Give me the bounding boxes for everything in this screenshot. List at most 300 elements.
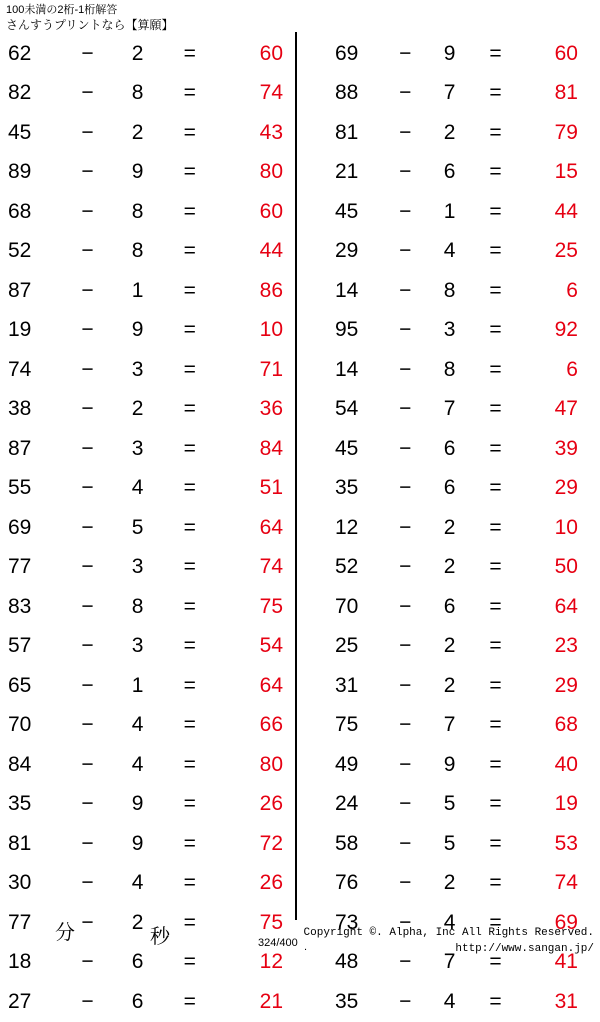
minus-operator-icon: − (399, 81, 412, 105)
answer-value: 84 (259, 436, 283, 460)
operand-b: 6 (443, 160, 456, 184)
equals-sign: = (183, 239, 196, 263)
minus-operator-icon: − (81, 199, 94, 223)
operand-b: 6 (443, 476, 456, 500)
answer-value: 25 (554, 239, 578, 263)
operand-b: 8 (443, 357, 456, 381)
answer-value: 71 (259, 357, 283, 381)
answer-value: 44 (554, 199, 578, 223)
operand-b: 4 (131, 713, 144, 737)
problem-row (305, 706, 600, 746)
page-header (6, 4, 174, 33)
answer-value: 23 (554, 634, 578, 658)
minus-operator-icon: − (399, 594, 412, 618)
operand-b: 9 (443, 752, 456, 776)
problem-row (0, 587, 295, 627)
equals-sign: = (489, 357, 502, 381)
operand-b: 4 (443, 239, 456, 263)
problem-row (0, 745, 295, 785)
minus-operator-icon: − (399, 199, 412, 223)
site-url[interactable]: http://www.sangan.jp/ (455, 943, 594, 955)
operand-a: 21 (335, 160, 359, 184)
problem-columns (0, 34, 600, 1022)
equals-sign: = (183, 397, 196, 421)
problem-row (0, 824, 295, 864)
answer-value: 15 (554, 160, 578, 184)
answer-value: 44 (259, 239, 283, 263)
operand-b: 8 (443, 278, 456, 302)
operand-a: 27 (8, 989, 32, 1013)
answer-value: 26 (259, 792, 283, 816)
answer-value: 64 (259, 515, 283, 539)
operand-a: 14 (335, 278, 359, 302)
equals-sign: = (183, 713, 196, 737)
operand-b: 9 (131, 792, 144, 816)
problem-row (305, 864, 600, 904)
equals-sign: = (489, 318, 502, 342)
operand-b: 1 (131, 673, 144, 697)
answer-value: 29 (554, 673, 578, 697)
operand-a: 83 (8, 594, 32, 618)
operand-a: 18 (8, 950, 32, 974)
problem-row (305, 34, 600, 74)
copyright-text: Copyright ©. Alpha, Inc All Rights Reserved. (303, 927, 594, 939)
equals-sign: = (183, 199, 196, 223)
operand-b: 7 (443, 397, 456, 421)
minus-operator-icon: − (399, 752, 412, 776)
operand-b: 5 (131, 515, 144, 539)
equals-sign: = (489, 515, 502, 539)
equals-sign: = (183, 871, 196, 895)
operand-a: 75 (335, 713, 359, 737)
problem-column-left (0, 34, 295, 1022)
minus-operator-icon: − (399, 278, 412, 302)
problem-row (305, 232, 600, 272)
equals-sign: = (489, 752, 502, 776)
operand-b: 7 (443, 81, 456, 105)
minus-operator-icon: − (81, 989, 94, 1013)
minus-operator-icon: − (81, 318, 94, 342)
answer-value: 6 (566, 357, 578, 381)
answer-value: 74 (554, 871, 578, 895)
problem-row (305, 390, 600, 430)
equals-sign: = (489, 199, 502, 223)
answer-value: 68 (554, 713, 578, 737)
operand-a: 58 (335, 831, 359, 855)
equals-sign: = (183, 515, 196, 539)
operand-a: 69 (335, 41, 359, 65)
operand-a: 87 (8, 278, 32, 302)
minus-operator-icon: − (81, 555, 94, 579)
problem-row (0, 469, 295, 509)
answer-value: 26 (259, 871, 283, 895)
problem-row (0, 271, 295, 311)
operand-a: 65 (8, 673, 32, 697)
equals-sign: = (183, 634, 196, 658)
equals-sign: = (489, 81, 502, 105)
operand-a: 95 (335, 318, 359, 342)
header-title-line1: 100未満の2桁-1桁解答 (6, 4, 118, 16)
answer-value: 50 (554, 555, 578, 579)
answer-value: 12 (259, 950, 283, 974)
answer-value: 60 (259, 41, 283, 65)
operand-b: 6 (443, 594, 456, 618)
operand-b: 7 (443, 950, 456, 974)
answer-value: 51 (259, 476, 283, 500)
operand-a: 38 (8, 397, 32, 421)
answer-value: 19 (554, 792, 578, 816)
operand-b: 5 (443, 792, 456, 816)
minus-operator-icon: − (399, 634, 412, 658)
problem-column-right (295, 34, 600, 1022)
operand-a: 73 (335, 910, 359, 934)
operand-b: 5 (443, 831, 456, 855)
operand-b: 2 (443, 515, 456, 539)
operand-b: 8 (131, 199, 144, 223)
problem-row (0, 192, 295, 232)
minus-operator-icon: − (399, 239, 412, 263)
minus-operator-icon: − (81, 357, 94, 381)
operand-b: 3 (131, 634, 144, 658)
problem-row (0, 903, 295, 943)
problem-row (305, 311, 600, 351)
equals-sign: = (183, 594, 196, 618)
answer-value: 72 (259, 831, 283, 855)
operand-b: 3 (131, 555, 144, 579)
answer-value: 74 (259, 555, 283, 579)
operand-b: 4 (131, 871, 144, 895)
operand-a: 89 (8, 160, 32, 184)
minus-operator-icon: − (399, 436, 412, 460)
seconds-label: 秒 (150, 926, 170, 948)
operand-a: 30 (8, 871, 32, 895)
answer-value: 40 (554, 752, 578, 776)
equals-sign: = (489, 278, 502, 302)
problem-row (305, 666, 600, 706)
problem-row (0, 350, 295, 390)
answer-value: 92 (554, 318, 578, 342)
operand-a: 29 (335, 239, 359, 263)
answer-value: 6 (566, 278, 578, 302)
operand-a: 82 (8, 81, 32, 105)
problem-row (0, 508, 295, 548)
minus-operator-icon: − (81, 476, 94, 500)
equals-sign: = (183, 160, 196, 184)
problem-row (0, 666, 295, 706)
problem-row (305, 113, 600, 153)
operand-b: 9 (443, 41, 456, 65)
problem-row (0, 113, 295, 153)
minus-operator-icon: − (81, 397, 94, 421)
problem-row (305, 271, 600, 311)
operand-a: 77 (8, 555, 32, 579)
equals-sign: = (489, 160, 502, 184)
operand-a: 70 (8, 713, 32, 737)
operand-a: 84 (8, 752, 32, 776)
minus-operator-icon: − (81, 278, 94, 302)
equals-sign: = (489, 910, 502, 934)
minutes-label: 分 (55, 922, 75, 944)
operand-b: 2 (131, 41, 144, 65)
equals-sign: = (183, 555, 196, 579)
operand-a: 12 (335, 515, 359, 539)
equals-sign: = (489, 594, 502, 618)
answer-value: 31 (554, 989, 578, 1013)
minus-operator-icon: − (81, 41, 94, 65)
minus-operator-icon: − (399, 120, 412, 144)
header-title-line2: さんすうプリントなら【算願】 (6, 17, 174, 32)
answer-value: 60 (259, 199, 283, 223)
equals-sign: = (183, 792, 196, 816)
answer-value: 69 (554, 910, 578, 934)
answer-value: 10 (259, 318, 283, 342)
equals-sign: = (489, 989, 502, 1013)
operand-a: 76 (335, 871, 359, 895)
operand-a: 35 (335, 476, 359, 500)
minus-operator-icon: − (399, 792, 412, 816)
equals-sign: = (183, 357, 196, 381)
problem-row (305, 74, 600, 114)
problem-row (305, 192, 600, 232)
operand-a: 88 (335, 81, 359, 105)
problem-row (305, 745, 600, 785)
equals-sign: = (183, 910, 196, 934)
operand-b: 2 (443, 673, 456, 697)
minus-operator-icon: − (399, 713, 412, 737)
answer-value: 60 (554, 41, 578, 65)
answer-value: 64 (259, 673, 283, 697)
equals-sign: = (489, 713, 502, 737)
minus-operator-icon: − (81, 752, 94, 776)
equals-sign: = (183, 752, 196, 776)
problem-row (305, 429, 600, 469)
problem-row (0, 864, 295, 904)
operand-a: 77 (8, 910, 32, 934)
operand-b: 2 (443, 634, 456, 658)
equals-sign: = (183, 318, 196, 342)
operand-a: 69 (8, 515, 32, 539)
operand-a: 35 (335, 989, 359, 1013)
minus-operator-icon: − (81, 160, 94, 184)
equals-sign: = (489, 792, 502, 816)
operand-b: 8 (131, 594, 144, 618)
answer-value: 41 (554, 950, 578, 974)
problem-row (0, 627, 295, 667)
minus-operator-icon: − (399, 357, 412, 381)
minus-operator-icon: − (399, 515, 412, 539)
minus-operator-icon: − (81, 120, 94, 144)
operand-a: 31 (335, 673, 359, 697)
answer-value: 36 (259, 397, 283, 421)
operand-a: 48 (335, 950, 359, 974)
problem-row (305, 627, 600, 667)
minus-operator-icon: − (81, 950, 94, 974)
problem-row (0, 706, 295, 746)
answer-value: 86 (259, 278, 283, 302)
equals-sign: = (489, 673, 502, 697)
answer-value: 64 (554, 594, 578, 618)
equals-sign: = (183, 120, 196, 144)
equals-sign: = (183, 41, 196, 65)
equals-sign: = (183, 278, 196, 302)
answer-value: 39 (554, 436, 578, 460)
equals-sign: = (489, 476, 502, 500)
operand-b: 9 (131, 831, 144, 855)
operand-a: 62 (8, 41, 32, 65)
minus-operator-icon: − (399, 397, 412, 421)
equals-sign: = (183, 989, 196, 1013)
answer-value: 10 (554, 515, 578, 539)
equals-sign: = (183, 476, 196, 500)
minus-operator-icon: − (81, 792, 94, 816)
operand-a: 54 (335, 397, 359, 421)
problem-row (0, 982, 295, 1022)
operand-b: 2 (443, 871, 456, 895)
operand-b: 9 (131, 318, 144, 342)
operand-a: 55 (8, 476, 32, 500)
answer-value: 79 (554, 120, 578, 144)
minus-operator-icon: − (81, 713, 94, 737)
operand-a: 81 (335, 120, 359, 144)
operand-b: 8 (131, 81, 144, 105)
minus-operator-icon: − (81, 594, 94, 618)
operand-b: 2 (443, 555, 456, 579)
equals-sign: = (489, 239, 502, 263)
answer-value: 21 (259, 989, 283, 1013)
minus-operator-icon: − (399, 41, 412, 65)
minus-operator-icon: − (81, 634, 94, 658)
minus-operator-icon: − (399, 555, 412, 579)
minus-operator-icon: − (399, 910, 412, 934)
operand-a: 25 (335, 634, 359, 658)
operand-b: 8 (131, 239, 144, 263)
problem-row (0, 311, 295, 351)
answer-value: 29 (554, 476, 578, 500)
equals-sign: = (183, 673, 196, 697)
equals-sign: = (489, 397, 502, 421)
operand-a: 35 (8, 792, 32, 816)
operand-b: 1 (443, 199, 456, 223)
operand-a: 52 (8, 239, 32, 263)
minus-operator-icon: − (399, 673, 412, 697)
problem-row (0, 153, 295, 193)
page-number-dot: . (304, 941, 308, 953)
minus-operator-icon: − (81, 831, 94, 855)
answer-value: 47 (554, 397, 578, 421)
operand-a: 49 (335, 752, 359, 776)
equals-sign: = (183, 436, 196, 460)
operand-b: 2 (131, 910, 144, 934)
operand-b: 4 (443, 910, 456, 934)
problem-row (305, 587, 600, 627)
operand-b: 2 (131, 120, 144, 144)
problem-row (305, 785, 600, 825)
equals-sign: = (183, 950, 196, 974)
minus-operator-icon: − (81, 910, 94, 934)
operand-a: 74 (8, 357, 32, 381)
minus-operator-icon: − (399, 831, 412, 855)
minus-operator-icon: − (81, 239, 94, 263)
minus-operator-icon: − (81, 436, 94, 460)
problem-row (305, 548, 600, 588)
minus-operator-icon: − (81, 871, 94, 895)
problem-row (0, 390, 295, 430)
operand-b: 2 (443, 120, 456, 144)
minus-operator-icon: − (399, 989, 412, 1013)
answer-value: 66 (259, 713, 283, 737)
operand-b: 2 (131, 397, 144, 421)
operand-b: 3 (443, 318, 456, 342)
problem-row (305, 982, 600, 1022)
equals-sign: = (489, 871, 502, 895)
operand-a: 68 (8, 199, 32, 223)
problem-row (0, 74, 295, 114)
minus-operator-icon: − (399, 476, 412, 500)
problem-row (305, 153, 600, 193)
equals-sign: = (489, 120, 502, 144)
answer-value: 75 (259, 910, 283, 934)
operand-b: 3 (131, 436, 144, 460)
answer-value: 81 (554, 81, 578, 105)
operand-b: 4 (443, 989, 456, 1013)
operand-b: 9 (131, 160, 144, 184)
operand-a: 52 (335, 555, 359, 579)
operand-a: 14 (335, 357, 359, 381)
minus-operator-icon: − (81, 673, 94, 697)
operand-a: 45 (8, 120, 32, 144)
operand-b: 1 (131, 278, 144, 302)
operand-a: 45 (335, 436, 359, 460)
problem-row (0, 429, 295, 469)
operand-a: 81 (8, 831, 32, 855)
equals-sign: = (489, 634, 502, 658)
operand-a: 57 (8, 634, 32, 658)
answer-value: 75 (259, 594, 283, 618)
operand-a: 45 (335, 199, 359, 223)
minus-operator-icon: − (399, 871, 412, 895)
problem-row (0, 548, 295, 588)
equals-sign: = (489, 831, 502, 855)
minus-operator-icon: − (399, 318, 412, 342)
minus-operator-icon: − (81, 81, 94, 105)
equals-sign: = (489, 555, 502, 579)
equals-sign: = (183, 831, 196, 855)
problem-row (0, 943, 295, 983)
answer-value: 53 (554, 831, 578, 855)
operand-b: 7 (443, 713, 456, 737)
page-number (258, 937, 308, 953)
operand-a: 24 (335, 792, 359, 816)
operand-b: 3 (131, 357, 144, 381)
problem-row (305, 508, 600, 548)
operand-b: 4 (131, 752, 144, 776)
equals-sign: = (183, 81, 196, 105)
operand-a: 87 (8, 436, 32, 460)
problem-row (305, 350, 600, 390)
equals-sign: = (489, 41, 502, 65)
minus-operator-icon: − (399, 160, 412, 184)
answer-value: 80 (259, 160, 283, 184)
problem-row (305, 824, 600, 864)
operand-a: 19 (8, 318, 32, 342)
answer-value: 43 (259, 120, 283, 144)
operand-b: 6 (131, 950, 144, 974)
problem-row (0, 785, 295, 825)
operand-b: 6 (443, 436, 456, 460)
problem-row (0, 232, 295, 272)
equals-sign: = (489, 950, 502, 974)
problem-row (0, 34, 295, 74)
